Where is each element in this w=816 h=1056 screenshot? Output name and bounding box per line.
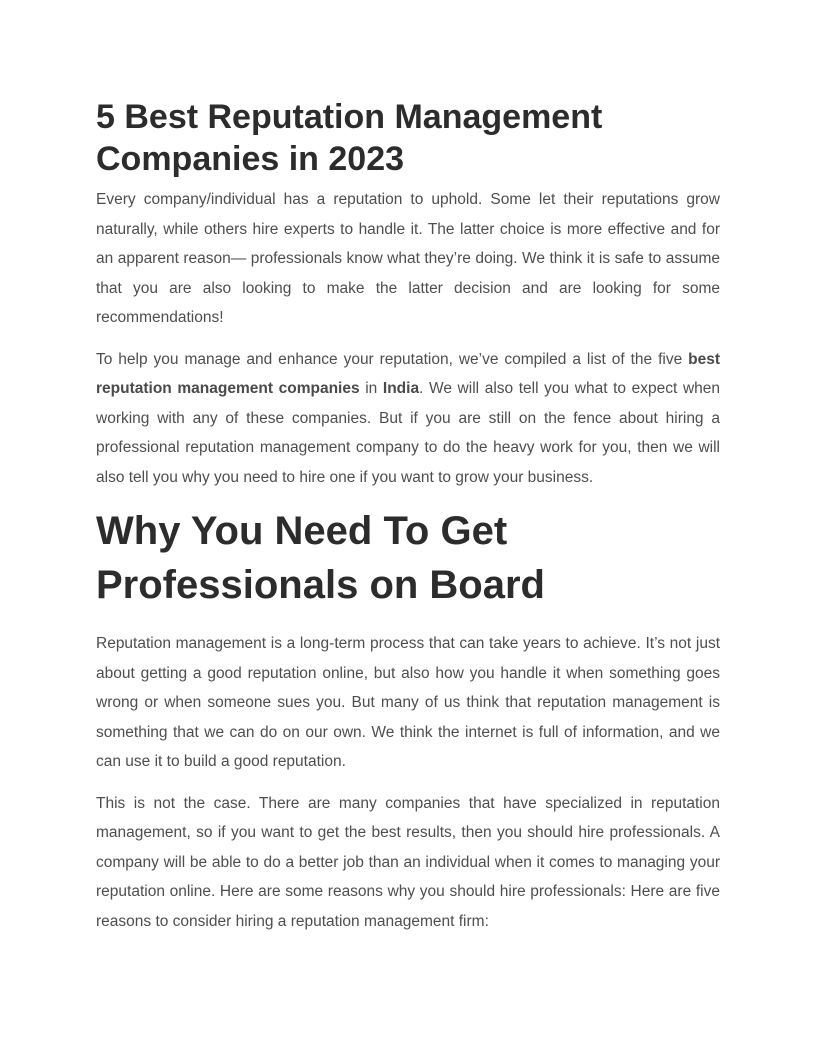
document-title: 5 Best Reputation Management Companies in 2023 (96, 98, 603, 178)
section-heading-professionals: Why You Need To Get Professionals on Board (96, 509, 545, 607)
section-paragraph-2: This is not the case. There are many companies that have specialized in reputation management, so if you want to get the best results, then you should hire professionals. A company will be able to do a better job than an individual when it comes to managing your reputation online. Here are some reasons why you should hire professionals: Here are five reasons to consider hiring a reputation management firm: (96, 794, 720, 930)
paragraph-2-mid-text: in (359, 380, 383, 397)
bold-phrase-india: India (382, 380, 420, 397)
document-content (96, 96, 720, 936)
intro-paragraph: Every company/individual has a reputation to uphold. Some let their reputations grow naturally, while others hire experts to handle it. The latter choice is more effective and for an apparent reason— professionals know what they’re doing. We think it is safe to assume that you are also looking to make the latter decision and are looking for some recommendations! (96, 191, 720, 326)
list-intro-paragraph (96, 345, 720, 493)
paragraph-2-pre-text: To help you manage and enhance your reputation, we’ve compiled a list of the five (96, 350, 689, 368)
paragraph-2-post-text: . We will also tell you what to expect when working with any of these companies. But if you are still on the fence about hiring a professional reputation management company to do the heavy work for you, then we will also tell you why you need to hire one if you want to grow your business. (96, 380, 720, 486)
section-paragraph-1: Reputation management is a long-term process that can take years to achieve. It’s not just about getting a good reputation online, but also how you handle it when something goes wrong or when someone sues you. But many of us think that reputation management is something that we can do on our own. We think the internet is full of information, and we can use it to build a good reputation. (96, 635, 720, 770)
bold-phrase-best-companies: best reputation management companies (96, 350, 720, 397)
